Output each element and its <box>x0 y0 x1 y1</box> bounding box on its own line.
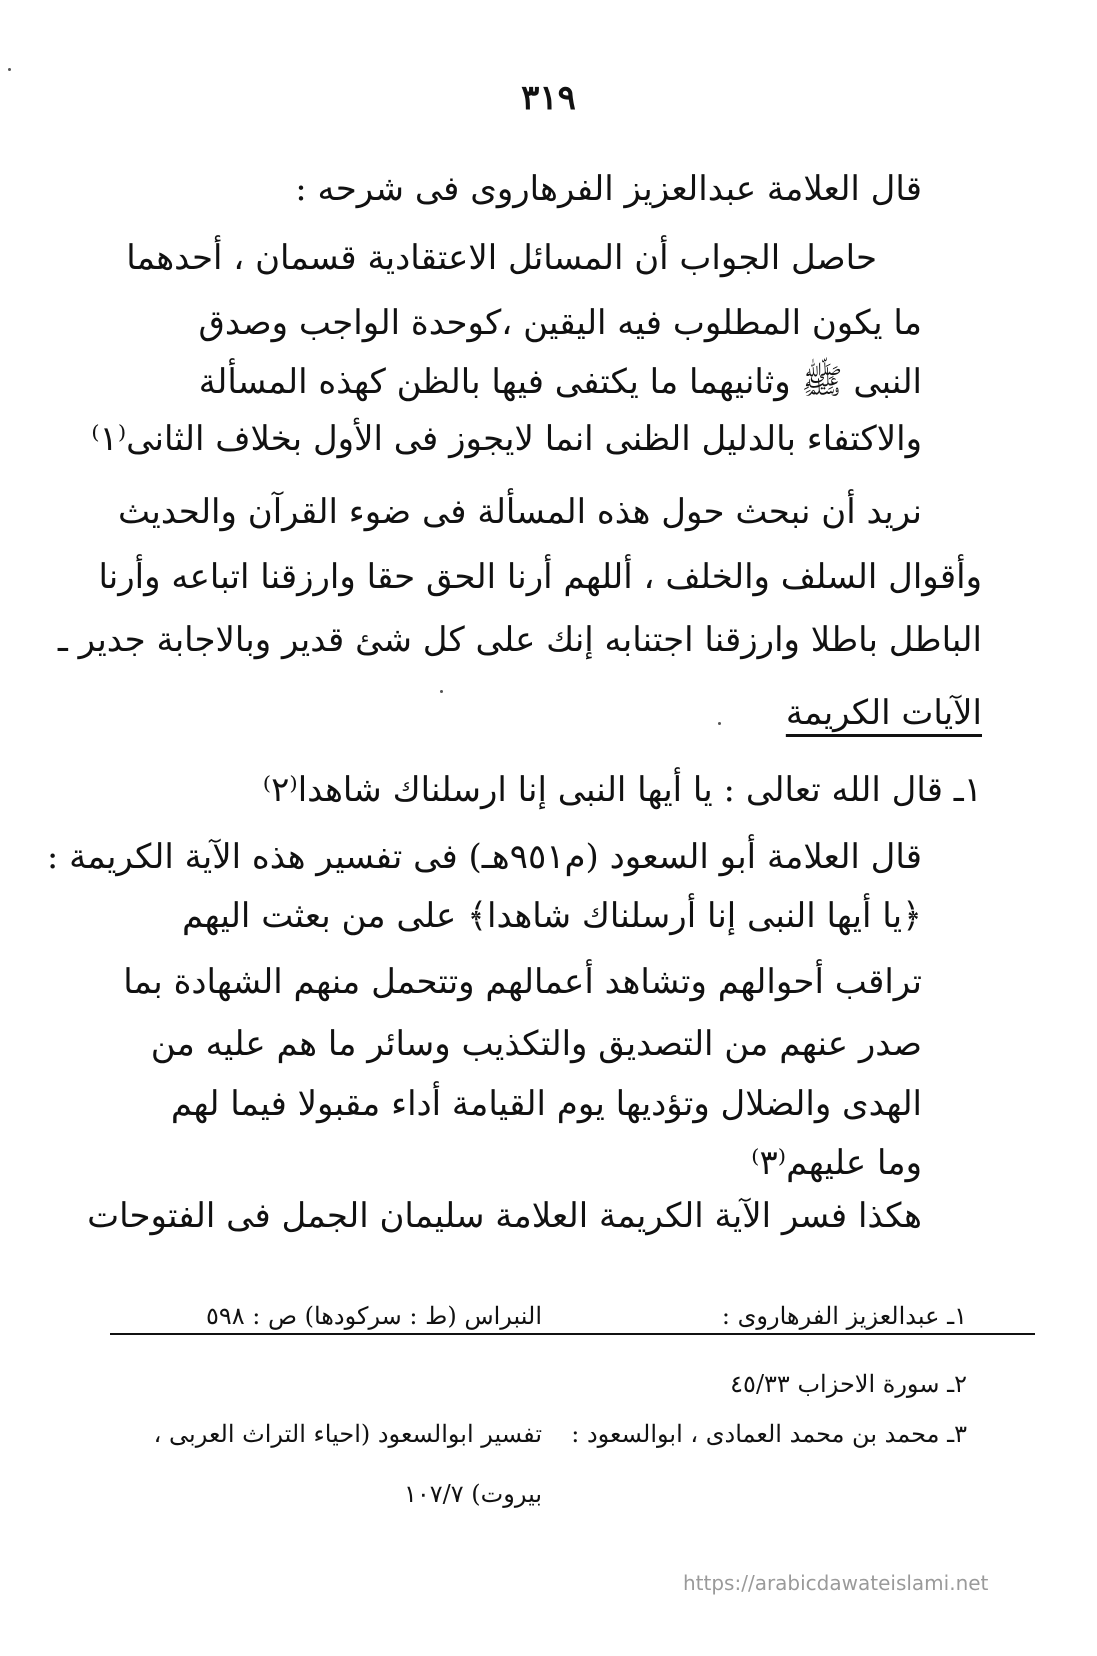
verse-line: ١ـ قال الله تعالى : يا أيها النبى إنا ارسلناك شاهدا⁽٢⁾ <box>262 770 982 810</box>
quote-line: والاكتفاء بالدليل الظنى انما لايجوز فى الأول بخلاف الثانى⁽١⁾ <box>91 419 922 459</box>
footnote-text: تفسير ابوالسعود (احياء التراث العربى ، <box>153 1420 542 1448</box>
closing-line: هكذا فسر الآية الكريمة العلامة سليمان الجمل فى الفتوحات <box>87 1196 922 1236</box>
tafsir-intro: قال العلامة أبو السعود (م٩٥١هـ) فى تفسير هذه الآية الكريمة : <box>46 837 922 877</box>
quote-line: حاصل الجواب أن المسائل الاعتقادية قسمان ، أحدهما <box>126 238 877 278</box>
scan-speck <box>8 68 11 71</box>
watermark-url: https://arabicdawateislami.net <box>683 1571 989 1595</box>
scan-speck <box>440 690 443 693</box>
intro-line: قال العلامة عبدالعزيز الفرهاروى فى شرحه : <box>295 169 922 209</box>
tafsir-line: تراقب أحوالهم وتشاهد أعمالهم وتتحمل منهم الشهادة بما <box>123 962 922 1002</box>
paragraph-line: وأقوال السلف والخلف ، أللهم أرنا الحق حقا وارزقنا اتباعه وأرنا <box>98 557 982 597</box>
footnote-label: ٣ـ محمد بن محمد العمادى ، ابوالسعود : <box>571 1420 967 1448</box>
footnote-label: ٢ـ سورة الاحزاب ٤٥/٣٣ <box>730 1370 967 1398</box>
footnote-text: النبراس (ط : سركودها) ص : ٥٩٨ <box>205 1302 542 1330</box>
tafsir-line: وما عليهم⁽٣⁾ <box>751 1143 922 1183</box>
page-number: ٣١٩ <box>521 78 576 118</box>
tafsir-line: الهدى والضلال وتؤديها يوم القيامة أداء مقبولا فيما لهم <box>170 1084 922 1124</box>
tafsir-line: ﴿يا أيها النبى إنا أرسلناك شاهدا﴾ على من بعثت اليهم <box>182 896 922 936</box>
paragraph-line: الباطل باطلا وارزقنا اجتنابه إنك على كل شئ قدير وبالاجابة جدير ـ <box>57 620 982 660</box>
footnote-label: ١ـ عبدالعزيز الفرهاروى : <box>721 1302 967 1330</box>
section-heading: الآيات الكريمة <box>785 693 982 733</box>
tafsir-line: صدر عنهم من التصديق والتكذيب وسائر ما هم عليه من <box>150 1024 922 1064</box>
paragraph-line: نريد أن نبحث حول هذه المسألة فى ضوء القرآن والحديث <box>118 492 922 532</box>
quote-line: ما يكون المطلوب فيه اليقين ،كوحدة الواجب وصدق <box>198 303 922 343</box>
footnote-continuation: بيروت) ١٠٧/٧ <box>404 1480 542 1508</box>
scan-speck <box>718 722 721 725</box>
footnote-divider <box>110 1333 1035 1335</box>
quote-line: النبى ﷺ وثانيهما ما يكتفى فيها بالظن كهذه المسألة <box>198 362 922 402</box>
